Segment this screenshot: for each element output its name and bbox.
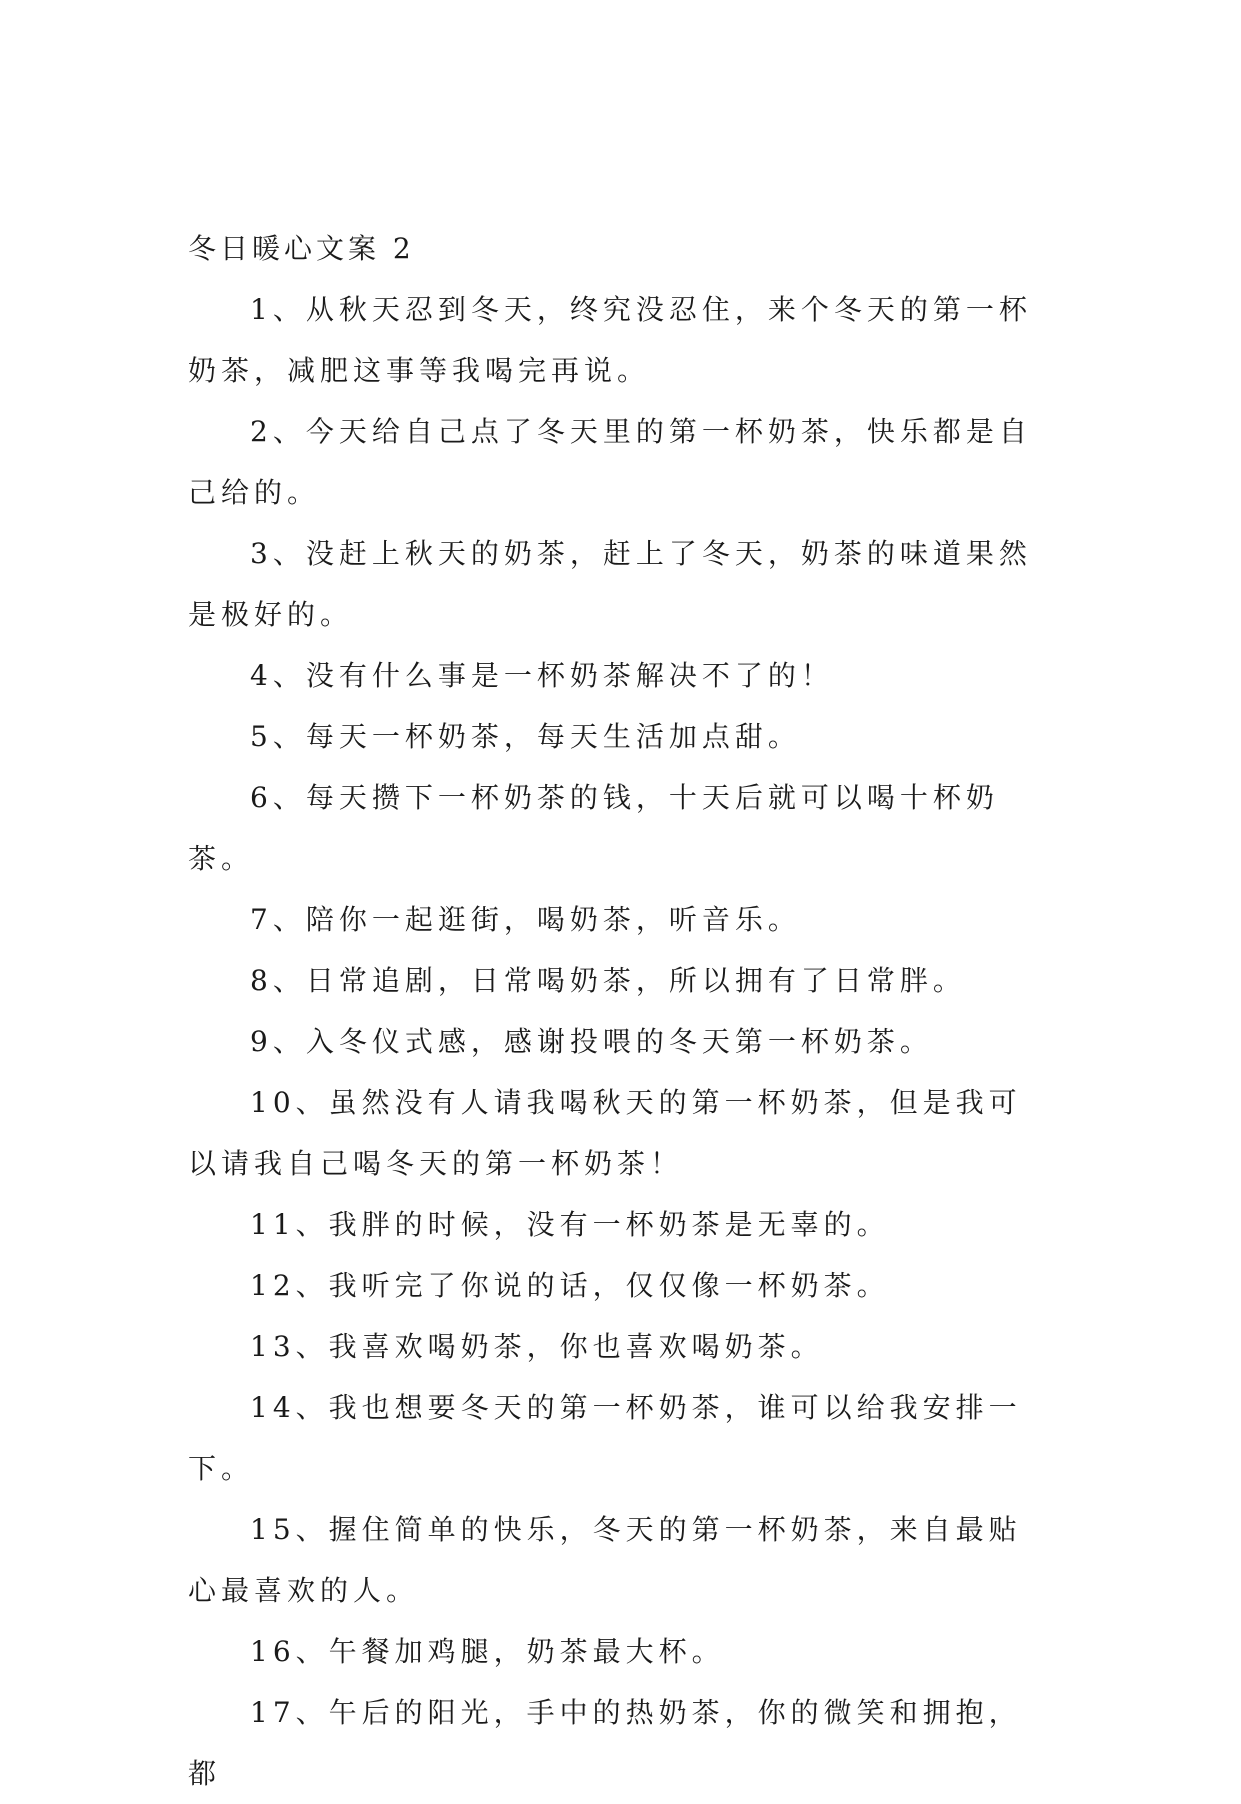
paragraph: 15、握住简单的快乐，冬天的第一杯奶茶，来自最贴心最喜欢的人。 (188, 1513, 1022, 1607)
paragraph: 8、日常追剧，日常喝奶茶，所以拥有了日常胖。 (250, 964, 966, 997)
paragraph: 1、从秋天忍到冬天，终究没忍住，来个冬天的第一杯奶茶，减肥这事等我喝完再说。 (188, 293, 1032, 387)
document-title: 冬日暖心文案 2 (188, 232, 415, 265)
document-body (188, 218, 1053, 1804)
paragraph: 17、午后的阳光，手中的热奶茶，你的微笑和拥抱，都 (188, 1696, 1022, 1790)
paragraph: 7、陪你一起逛街，喝奶茶，听音乐。 (250, 903, 801, 936)
paragraph: 16、午餐加鸡腿，奶茶最大杯。 (250, 1635, 725, 1668)
paragraph: 3、没赶上秋天的奶茶，赶上了冬天，奶茶的味道果然是极好的。 (188, 537, 1032, 631)
paragraph: 11、我胖的时候，没有一杯奶茶是无辜的。 (250, 1208, 890, 1241)
paragraph: 5、每天一杯奶茶，每天生活加点甜。 (250, 720, 801, 753)
paragraph: 13、我喜欢喝奶茶，你也喜欢喝奶茶。 (250, 1330, 824, 1363)
paragraph: 2、今天给自己点了冬天里的第一杯奶茶，快乐都是自己给的。 (188, 415, 1032, 509)
paragraph: 9、入冬仪式感，感谢投喂的冬天第一杯奶茶。 (250, 1025, 933, 1058)
paragraph: 4、没有什么事是一杯奶茶解决不了的！ (250, 659, 834, 692)
paragraph: 10、虽然没有人请我喝秋天的第一杯奶茶，但是我可以请我自己喝冬天的第一杯奶茶！ (188, 1086, 1022, 1180)
paragraph: 6、每天攒下一杯奶茶的钱，十天后就可以喝十杯奶茶。 (188, 781, 999, 875)
paragraph: 14、我也想要冬天的第一杯奶茶，谁可以给我安排一下。 (188, 1391, 1022, 1485)
paragraph: 12、我听完了你说的话，仅仅像一杯奶茶。 (250, 1269, 890, 1302)
